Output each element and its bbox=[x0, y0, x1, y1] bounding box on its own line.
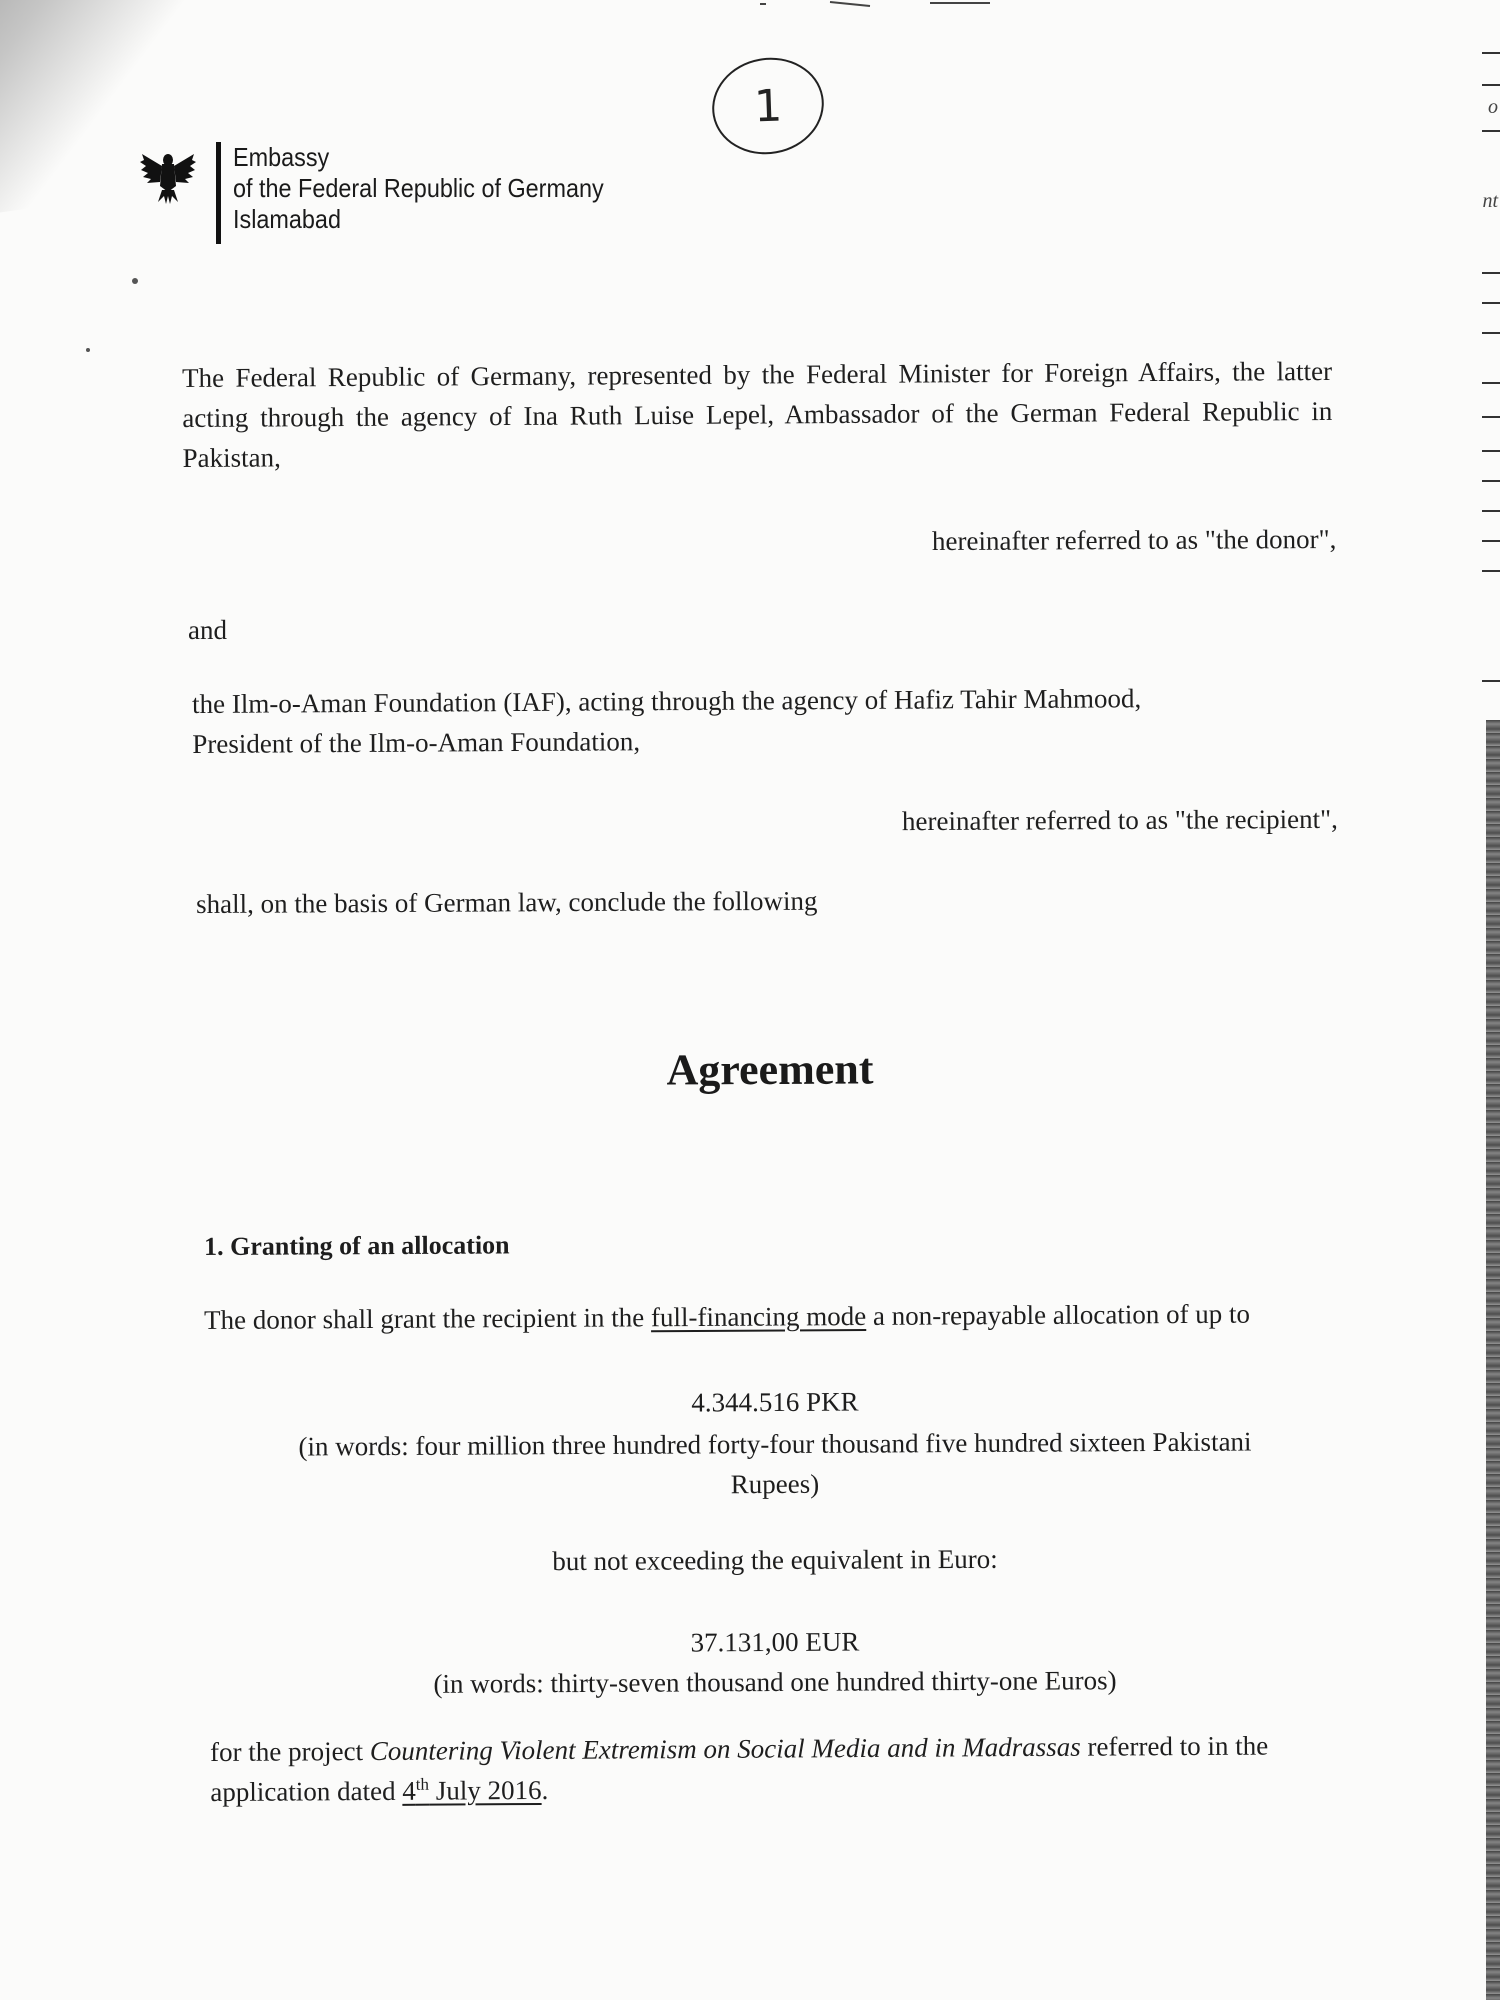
grant-mode: full-financing mode bbox=[650, 1300, 867, 1333]
amount-pkr-words-line-1: (in words: four million three hundred forty-four thousand five hundred sixteen Pakistani bbox=[298, 1426, 1252, 1462]
recipient-line-1: the Ilm-o-Aman Foundation (IAF), acting through the agency of Hafiz Tahir Mahmood, bbox=[192, 683, 1142, 719]
amount-pkr: 4.344.516 PKR bbox=[691, 1386, 859, 1418]
letterhead-line-city: Islamabad bbox=[233, 204, 341, 234]
document-title: Agreement bbox=[666, 1044, 874, 1095]
recipient-paragraph bbox=[192, 677, 1292, 764]
project-prefix: for the project bbox=[210, 1736, 370, 1767]
conjunction-and: and bbox=[188, 615, 227, 645]
end-period: . bbox=[541, 1774, 549, 1805]
letterhead-line-country: of the Federal Republic of Germany bbox=[233, 173, 604, 203]
section-1-heading: 1. Granting of an allocation bbox=[204, 1230, 510, 1261]
donor-reference: hereinafter referred to as "the donor", bbox=[931, 523, 1337, 557]
scan-edge-ticks bbox=[1478, 40, 1500, 700]
recipient-reference: hereinafter referred to as "the recipient", bbox=[902, 803, 1339, 837]
federal-eagle-icon bbox=[138, 146, 198, 206]
conclusion-line: shall, on the basis of German law, conclude the following bbox=[196, 885, 818, 919]
grant-prefix: The donor shall grant the recipient in the bbox=[204, 1302, 652, 1335]
edge-fragment: o bbox=[1488, 96, 1498, 118]
letterhead-text bbox=[233, 142, 604, 235]
project-name: Countering Violent Extremism on Social Media and in Madrassas bbox=[369, 1731, 1081, 1767]
scan-edge bbox=[1486, 720, 1500, 2000]
letterhead bbox=[138, 142, 645, 244]
application-date bbox=[402, 1775, 541, 1806]
page-number-text: 1 bbox=[753, 80, 783, 132]
scan-speck bbox=[86, 348, 90, 352]
amount-pkr-words-line-2: Rupees) bbox=[730, 1468, 820, 1500]
letterhead-line-embassy: Embassy bbox=[233, 142, 330, 172]
amount-eur: 37.131,00 EUR bbox=[690, 1626, 860, 1658]
amount-eur-words: (in words: thirty-seven thousand one hundred thirty-one Euros) bbox=[433, 1665, 1117, 1699]
date-day: 4 bbox=[402, 1775, 416, 1806]
recipient-line-2: President of the Ilm-o-Aman Foundation, bbox=[192, 726, 641, 759]
not-exceeding-line: but not exceeding the equivalent in Euro: bbox=[552, 1543, 998, 1577]
project-suffix: referred to in the application dated bbox=[210, 1730, 1269, 1807]
date-month-year: July 2016 bbox=[428, 1774, 542, 1806]
scan-speck bbox=[132, 278, 138, 284]
date-ordinal: th bbox=[415, 1774, 430, 1794]
scan-mark-top bbox=[760, 0, 1090, 8]
handwritten-page-number bbox=[705, 49, 832, 163]
letterhead-divider bbox=[216, 142, 221, 244]
grant-sentence bbox=[204, 1294, 1250, 1340]
edge-fragment: nt bbox=[1482, 190, 1498, 212]
intro-paragraph: The Federal Republic of Germany, represented by the Federal Minister for Foreign Affairs, the latter acting through the agency of Ina Ruth Luise Lepel, Ambassador of the German Federal Republic in Pakistan, bbox=[182, 355, 1333, 473]
project-paragraph bbox=[210, 1725, 1360, 1812]
grant-suffix: a non-repayable allocation of up to bbox=[866, 1298, 1251, 1331]
